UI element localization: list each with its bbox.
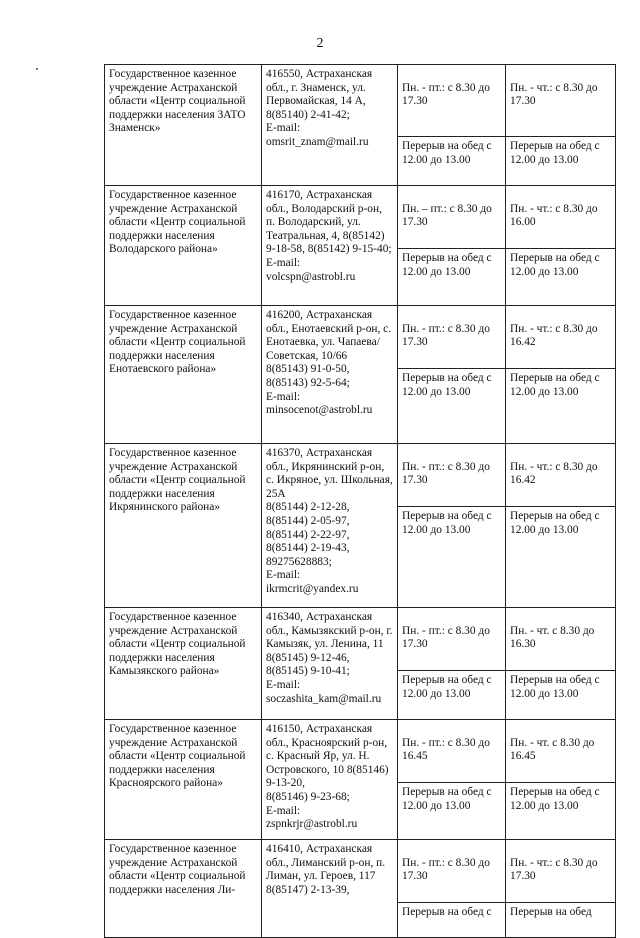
schedule-mon-fri: Пн. - пт.: с 8.30 до 17.30 xyxy=(402,81,490,108)
schedule-mon-fri-cell xyxy=(398,839,506,937)
scan-speck xyxy=(36,68,38,70)
schedule-mon-thu-cell xyxy=(506,185,616,305)
institution-address: 416150, Астраханская обл., Красноярский р-он, с. Красный Яр, ул. Н. Островского, 10 8(85146) 9-13-20, 8(85146) 9-23-68; E-mail: zspnkrjr@astrobl.ru xyxy=(262,719,398,839)
schedule-mon-thu: Пн. - чт. с 8.30 до 16.30 xyxy=(510,624,595,651)
lunch-mon-thu: Перерыв на обед xyxy=(506,902,615,924)
lunch-mon-fri: Перерыв на обед с 12.00 до 13.00 xyxy=(398,670,505,705)
institution-name: Государственное казенное учреждение Астраханской области «Центр социальной поддержки населения Красноярского района» xyxy=(105,719,262,839)
lunch-mon-fri: Перерыв на обед с xyxy=(398,902,505,924)
schedule-mon-fri-cell xyxy=(398,607,506,719)
schedule-mon-fri: Пн. – пт.: с 8.30 до 17.30 xyxy=(402,202,492,229)
lunch-mon-thu: Перерыв на обед с 12.00 до 13.00 xyxy=(506,506,615,541)
schedule-mon-thu-cell xyxy=(506,443,616,607)
institution-address: 416550, Астраханская обл., г. Знаменск, ул. Первомайская, 14 А, 8(85140) 2-41-42; E-mail: omsrit_znam@mail.ru xyxy=(262,65,398,186)
lunch-mon-fri: Перерыв на обед с 12.00 до 13.00 xyxy=(398,248,505,283)
schedule-mon-thu-cell xyxy=(506,607,616,719)
institution-address: 416340, Астраханская обл., Камызякский р-он, г. Камызяк, ул. Ленина, 11 8(85145) 9-12-46, 8(85145) 9-10-41; E-mail: soczashita_kam@mail.ru xyxy=(262,607,398,719)
lunch-mon-fri: Перерыв на обед с 12.00 до 13.00 xyxy=(398,506,505,541)
schedule-mon-thu-cell xyxy=(506,839,616,937)
schedule-mon-thu: Пн. - чт.: с 8.30 до 17.30 xyxy=(510,856,598,883)
schedule-mon-fri-cell xyxy=(398,185,506,305)
schedule-mon-fri: Пн. - пт.: с 8.30 до 17.30 xyxy=(402,624,490,651)
institution-name: Государственное казенное учреждение Астраханской области «Центр социальной поддержки населения Икрянинского района» xyxy=(105,443,262,607)
schedule-mon-thu: Пн. - чт.: с 8.30 до 16.42 xyxy=(510,322,598,349)
page-number: 2 xyxy=(316,36,324,51)
schedule-mon-fri-cell xyxy=(398,443,506,607)
schedule-mon-thu: Пн. - чт.: с 8.30 до 17.30 xyxy=(510,81,598,108)
institution-address: 416200, Астраханская обл., Енотаевский р-он, с. Енотаевка, ул. Чапаева/Советская, 10/66 8(85143) 91-0-50, 8(85143) 92-5-64; E-mail: minsocenot@astrobl.ru xyxy=(262,305,398,443)
schedule-mon-thu-cell xyxy=(506,65,616,186)
schedule-mon-fri: Пн. - пт.: с 8.30 до 16.45 xyxy=(402,736,490,763)
institution-address: 416170, Астраханская обл., Володарский р-он, п. Володарский, ул. Театральная, 4, 8(85142) 9-18-58, 8(85142) 9-15-40; E-mail: volcspn@astrobl.ru xyxy=(262,185,398,305)
table-row xyxy=(105,839,616,937)
institution-name: Государственное казенное учреждение Астраханской области «Центр социальной поддержки населения Енотаевского района» xyxy=(105,305,262,443)
institution-name: Государственное казенное учреждение Астраханской области «Центр социальной поддержки населения Камызякского района» xyxy=(105,607,262,719)
table-row xyxy=(105,719,616,839)
schedule-mon-fri-cell xyxy=(398,305,506,443)
schedule-mon-thu-cell xyxy=(506,719,616,839)
lunch-mon-thu: Перерыв на обед с 12.00 до 13.00 xyxy=(506,248,615,283)
lunch-mon-thu: Перерыв на обед с 12.00 до 13.00 xyxy=(506,782,615,817)
lunch-mon-fri: Перерыв на обед с 12.00 до 13.00 xyxy=(398,368,505,403)
lunch-mon-thu: Перерыв на обед с 12.00 до 13.00 xyxy=(506,136,615,171)
schedule-mon-thu: Пн. - чт.: с 8.30 до 16.42 xyxy=(510,460,598,487)
table-row xyxy=(105,65,616,186)
institutions-table xyxy=(104,64,616,938)
schedule-mon-fri: Пн. - пт.: с 8.30 до 17.30 xyxy=(402,856,490,883)
lunch-mon-thu: Перерыв на обед с 12.00 до 13.00 xyxy=(506,368,615,403)
institution-name: Государственное казенное учреждение Астраханской области «Центр социальной поддержки населения Володарского района» xyxy=(105,185,262,305)
lunch-mon-fri: Перерыв на обед с 12.00 до 13.00 xyxy=(398,782,505,817)
schedule-mon-thu-cell xyxy=(506,305,616,443)
schedule-mon-fri: Пн. - пт.: с 8.30 до 17.30 xyxy=(402,322,490,349)
schedule-mon-fri: Пн. - пт.: с 8.30 до 17.30 xyxy=(402,460,490,487)
institution-name: Государственное казенное учреждение Астраханской области «Центр социальной поддержки населения ЗАТО Знаменск» xyxy=(105,65,262,186)
table-row xyxy=(105,305,616,443)
lunch-mon-fri: Перерыв на обед с 12.00 до 13.00 xyxy=(398,136,505,171)
schedule-mon-fri-cell xyxy=(398,719,506,839)
table-row xyxy=(105,185,616,305)
table-row xyxy=(105,443,616,607)
schedule-mon-thu: Пн. - чт.: с 8.30 до 16.00 xyxy=(510,202,598,229)
lunch-mon-thu: Перерыв на обед с 12.00 до 13.00 xyxy=(506,670,615,705)
schedule-mon-thu: Пн. - чт. с 8.30 до 16.45 xyxy=(510,736,595,763)
institution-name: Государственное казенное учреждение Астраханской области «Центр социальной поддержки населения Ли- xyxy=(105,839,262,937)
institution-address: 416370, Астраханская обл., Икрянинский р-он, с. Икряное, ул. Школьная, 25А 8(85144) 2-12-28, 8(85144) 2-05-97, 8(85144) 2-22-97, 8(85144) 2-19-43, 89275628883; E-mail: ikrmcrit@yandex.ru xyxy=(262,443,398,607)
table-row xyxy=(105,607,616,719)
institution-address: 416410, Астраханская обл., Лиманский р-он, п. Лиман, ул. Героев, 117 8(85147) 2-13-39, xyxy=(262,839,398,937)
schedule-mon-fri-cell xyxy=(398,65,506,186)
